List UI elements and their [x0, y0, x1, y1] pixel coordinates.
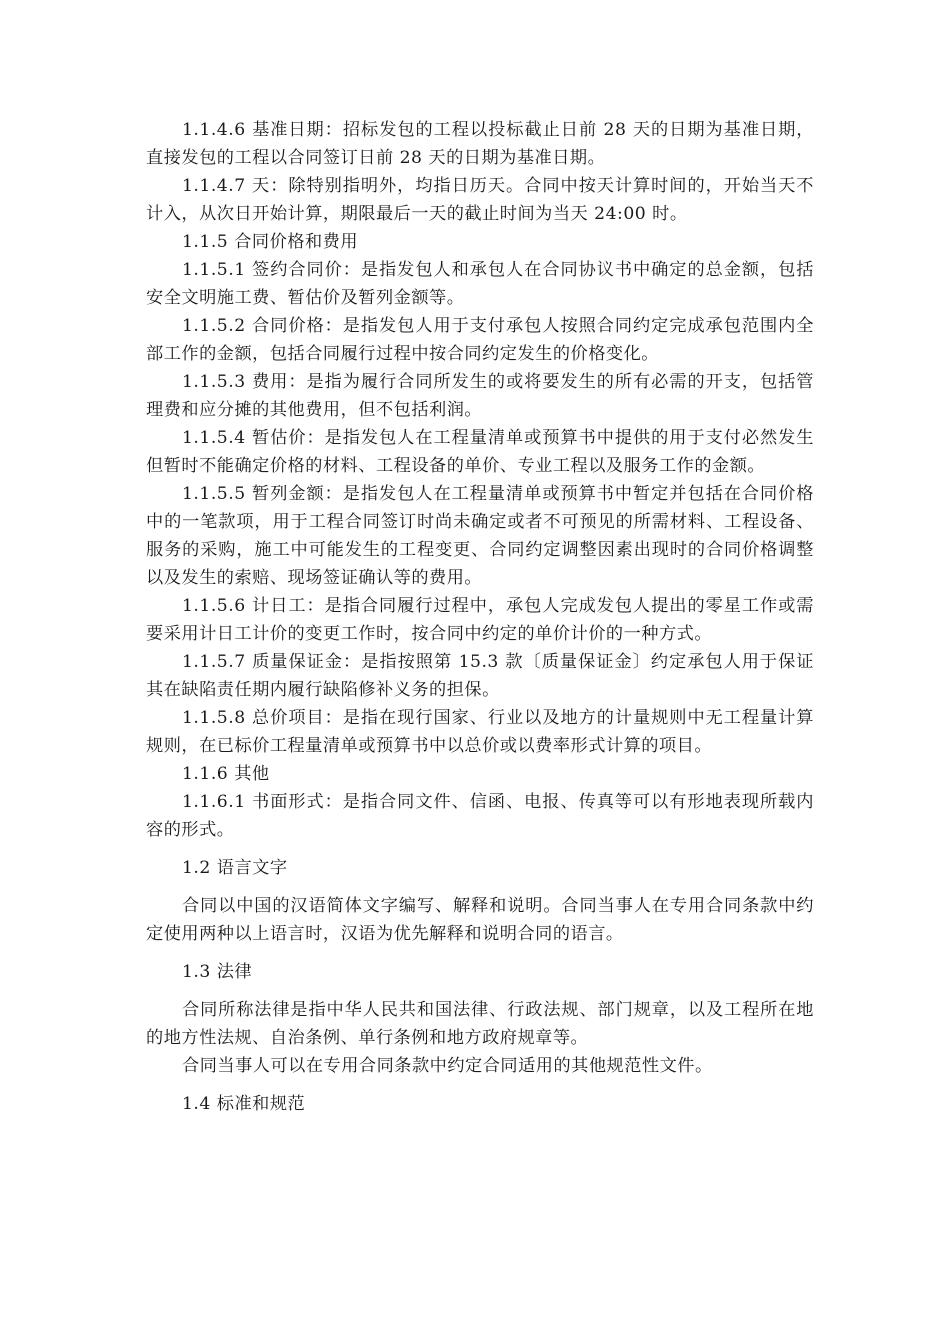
clause-1-1-4-6: 1.1.4.6 基准日期：招标发包的工程以投标截止日前 28 天的日期为基准日期，直接发包的工程以合同签订日前 28 天的日期为基准日期。 [146, 120, 814, 168]
heading-1-1-6: 1.1.6 其他 [182, 764, 270, 784]
section-1-3-body-2: 合同当事人可以在专用合同条款中约定合同适用的其他规范性文件。 [182, 1056, 713, 1076]
clause-1-1-5-1: 1.1.5.1 签约合同价：是指发包人和承包人在合同协议书中确定的总金额，包括安全文明施工费、暂估价及暂列金额等。 [146, 260, 814, 308]
clause-1-1-5-8: 1.1.5.8 总价项目：是指在现行国家、行业以及地方的计量规则中无工程量计算规则，在已标价工程量清单或预算书中以总价或以费率形式计算的项目。 [146, 708, 814, 756]
clause-1-1-4-7: 1.1.4.7 天：除特别指明外，均指日历天。合同中按天计算时间的，开始当天不计入，从次日开始计算，期限最后一天的截止时间为当天 24:00 时。 [146, 176, 814, 224]
heading-1-3: 1.3 法律 [182, 962, 253, 982]
clause-1-1-5-5: 1.1.5.5 暂列金额：是指发包人在工程量清单或预算书中暂定并包括在合同价格中的一笔款项，用于工程合同签订时尚未确定或者不可预见的所需材料、工程设备、服务的采购，施工中可能发生的工程变更、合同约定调整因素出现时的合同价格调整以及发生的索赔、现场签证确认等的费用。 [146, 484, 814, 588]
heading-1-2: 1.2 语言文字 [182, 858, 288, 878]
section-1-3-body-1: 合同所称法律是指中华人民共和国法律、行政法规、部门规章，以及工程所在地的地方性法规、自治条例、单行条例和地方政府规章等。 [146, 1000, 814, 1048]
section-1-2-body: 合同以中国的汉语简体文字编写、解释和说明。合同当事人在专用合同条款中约定使用两种以上语言时，汉语为优先解释和说明合同的语言。 [146, 896, 814, 944]
clause-1-1-5-4: 1.1.5.4 暂估价：是指发包人在工程量清单或预算书中提供的用于支付必然发生但暂时不能确定价格的材料、工程设备的单价、专业工程以及服务工作的金额。 [146, 428, 814, 476]
clause-1-1-5-7: 1.1.5.7 质量保证金：是指按照第 15.3 款〔质量保证金〕约定承包人用于保证其在缺陷责任期内履行缺陷修补义务的担保。 [146, 652, 814, 700]
clause-1-1-5-6: 1.1.5.6 计日工：是指合同履行过程中，承包人完成发包人提出的零星工作或需要采用计日工计价的变更工作时，按合同中约定的单价计价的一种方式。 [146, 596, 814, 644]
clause-1-1-6-1: 1.1.6.1 书面形式：是指合同文件、信函、电报、传真等可以有形地表现所载内容的形式。 [146, 792, 814, 840]
clause-1-1-5-3: 1.1.5.3 费用：是指为履行合同所发生的或将要发生的所有必需的开支，包括管理费和应分摊的其他费用，但不包括利润。 [146, 372, 814, 420]
heading-1-4: 1.4 标准和规范 [182, 1094, 306, 1114]
heading-1-1-5: 1.1.5 合同价格和费用 [182, 232, 359, 252]
clause-1-1-5-2: 1.1.5.2 合同价格：是指发包人用于支付承包人按照合同约定完成承包范围内全部工作的金额，包括合同履行过程中按合同约定发生的价格变化。 [146, 316, 814, 364]
document-page [146, 116, 814, 1118]
